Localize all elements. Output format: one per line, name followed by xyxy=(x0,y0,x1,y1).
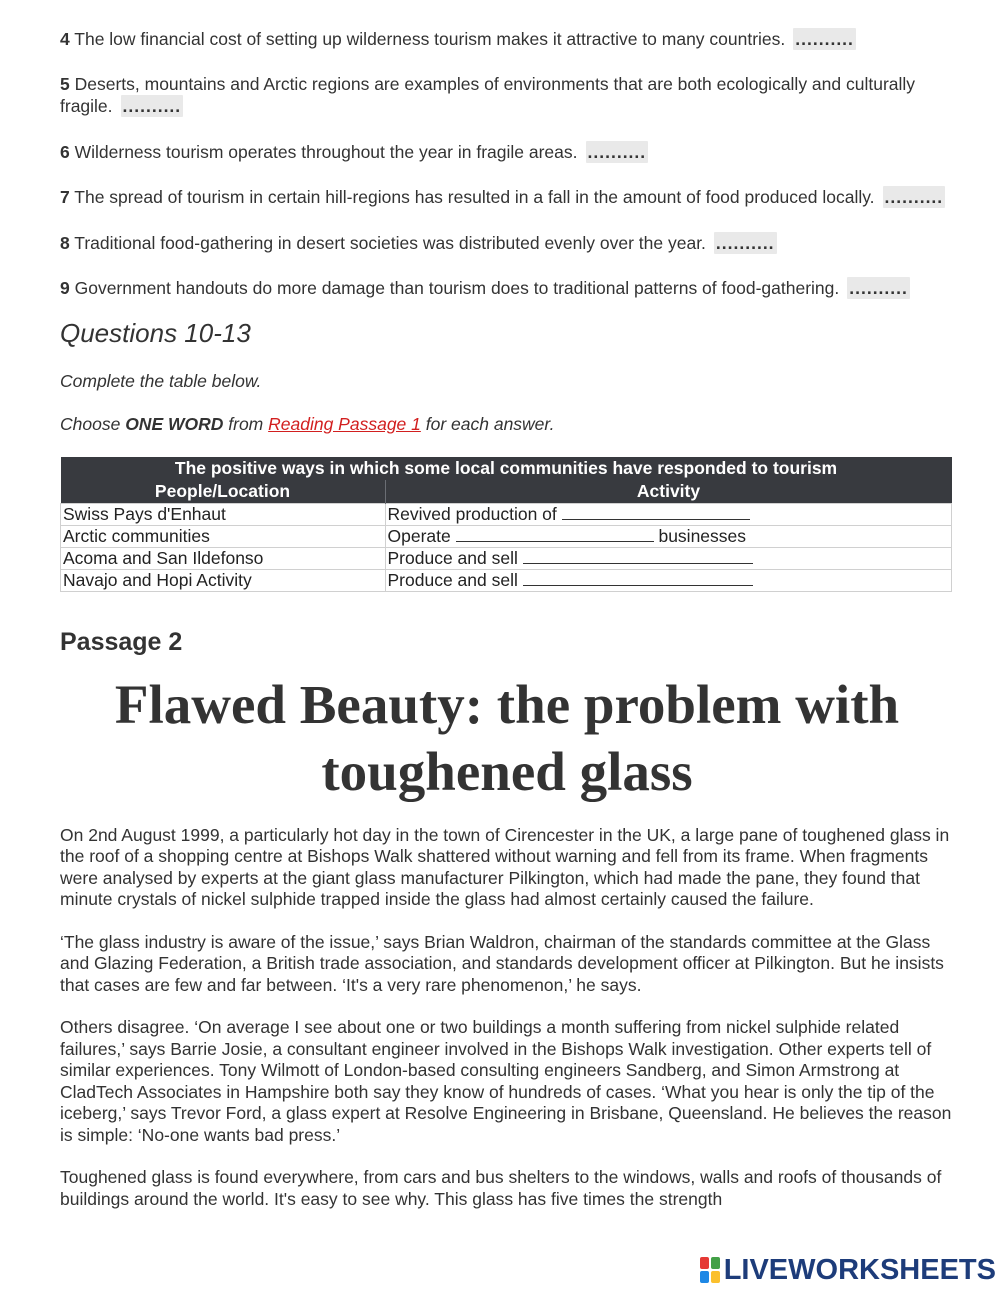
activity-text: businesses xyxy=(653,525,747,546)
table-caption: The positive ways in which some local communities have responded to tourism xyxy=(61,457,952,480)
question-number: 5 xyxy=(60,73,70,94)
question-text: The spread of tourism in certain hill-regions has resulted in a fall in the amount of food produced locally. xyxy=(74,187,875,207)
column-header-location: People/Location xyxy=(61,480,386,504)
passage-paragraph: On 2nd August 1999, a particularly hot day in the town of Cirencester in the UK, a large pane of toughened glass in the roof of a shopping centre at Bishops Walk shattered without warning and fell from its frame. When fragments were analysed by experts at the giant glass manufacturer Pilkington, which had made the pane, they found that minute crystals of nickel sulphide trapped inside the glass had almost certainly caused the failure. xyxy=(60,824,950,909)
answer-blank[interactable]: .......... xyxy=(587,141,647,162)
question-5 xyxy=(60,74,952,118)
question-number: 7 xyxy=(60,187,70,207)
answer-line[interactable] xyxy=(523,571,753,586)
summary-table xyxy=(60,457,952,592)
table-row xyxy=(61,569,952,591)
cell-activity xyxy=(385,569,952,591)
cell-activity xyxy=(385,525,952,547)
liveworksheets-watermark xyxy=(700,1252,996,1288)
question-number: 4 xyxy=(60,29,70,49)
question-6 xyxy=(60,141,952,164)
logo-square xyxy=(700,1257,709,1269)
question-text: The low financial cost of setting up wilderness tourism makes it attractive to many countries. xyxy=(74,29,786,49)
activity-text: Produce and sell xyxy=(387,547,523,568)
cell-activity xyxy=(385,547,952,569)
table-row xyxy=(61,525,952,547)
question-number: 8 xyxy=(60,232,70,253)
table-row xyxy=(61,503,952,525)
cell-location: Navajo and Hopi Activity xyxy=(61,569,386,591)
cell-activity xyxy=(385,503,952,525)
instruction-text: from xyxy=(223,413,269,434)
question-8 xyxy=(60,232,952,255)
question-number: 6 xyxy=(60,141,70,162)
answer-line[interactable] xyxy=(562,505,750,520)
instruction-text: for each answer. xyxy=(420,413,555,434)
instruction-word-limit xyxy=(60,414,952,435)
passage-label: Passage 2 xyxy=(60,627,183,656)
question-text: Government handouts do more damage than tourism does to traditional patterns of food-gathering. xyxy=(74,278,840,298)
word-limit: ONE WORD xyxy=(125,413,224,434)
instruction-text: Choose xyxy=(60,413,126,434)
answer-line[interactable] xyxy=(523,549,753,564)
answer-line[interactable] xyxy=(456,527,654,542)
logo-square xyxy=(711,1271,720,1283)
question-7 xyxy=(60,186,952,209)
activity-text: Operate xyxy=(387,525,456,546)
cell-location: Swiss Pays d'Enhaut xyxy=(61,503,386,525)
activity-text: Produce and sell xyxy=(387,569,523,590)
answer-blank[interactable]: .......... xyxy=(795,29,854,49)
passage-title: Flawed Beauty: the problem with toughened glass xyxy=(114,673,900,802)
question-text: Traditional food-gathering in desert societies was distributed evenly over the year. xyxy=(74,232,706,253)
logo-square xyxy=(700,1271,709,1283)
instruction-complete-table: Complete the table below. xyxy=(60,370,262,391)
worksheet-page xyxy=(60,28,952,1231)
answer-blank[interactable]: .......... xyxy=(849,278,908,298)
question-text: Deserts, mountains and Arctic regions are examples of environments that are both ecologically and culturally fragile. xyxy=(60,73,916,116)
watermark-text: LIVEWORKSHEETS xyxy=(723,1253,996,1286)
answer-blank[interactable]: .......... xyxy=(122,96,182,116)
question-text: Wilderness tourism operates throughout the year in fragile areas. xyxy=(74,141,578,162)
logo-square xyxy=(711,1257,720,1269)
question-4 xyxy=(60,28,952,51)
liveworksheets-logo-icon xyxy=(700,1257,720,1283)
column-header-activity: Activity xyxy=(385,480,952,504)
answer-blank[interactable]: .......... xyxy=(884,187,944,207)
passage-paragraph: Toughened glass is found everywhere, from cars and bus shelters to the windows, walls and roofs of thousands of buildings around the world. It's easy to see why. This glass has five times the strength xyxy=(60,1167,942,1209)
passage-link[interactable]: Reading Passage 1 xyxy=(268,413,421,434)
question-9 xyxy=(60,277,952,300)
table-row xyxy=(61,547,952,569)
activity-text: Revived production of xyxy=(387,503,562,524)
section-heading: Questions 10-13 xyxy=(60,317,251,348)
cell-location: Acoma and San Ildefonso xyxy=(61,547,386,569)
question-number: 9 xyxy=(60,278,70,298)
answer-blank[interactable]: .......... xyxy=(715,232,775,253)
cell-location: Arctic communities xyxy=(61,525,386,547)
passage-paragraph: Others disagree. ‘On average I see about one or two buildings a month suffering from nickel sulphide related failures,’ says Barrie Josie, a consultant engineer involved in the Bishops Walk investigation. Other experts tell of similar experiences. Tony Wilmott of London-based consulting engineers Sandberg, and Simon Armstrong at CladTech Associates in Hampshire both say they know of hundreds of cases. ‘What you hear is only the tip of the iceberg,’ says Trevor Ford, a glass expert at Resolve Engineering in Brisbane, Queensland. He believes the reason is simple: ‘No-one wants bad press.’ xyxy=(60,1017,952,1145)
passage-paragraph: ‘The glass industry is aware of the issue,’ says Brian Waldron, chairman of the standards committee at the Glass and Glazing Federation, a British trade association, and standards development officer at Pilkington. But he insists that cases are few and far between. ‘It's a very rare phenomenon,’ he says. xyxy=(60,931,944,995)
